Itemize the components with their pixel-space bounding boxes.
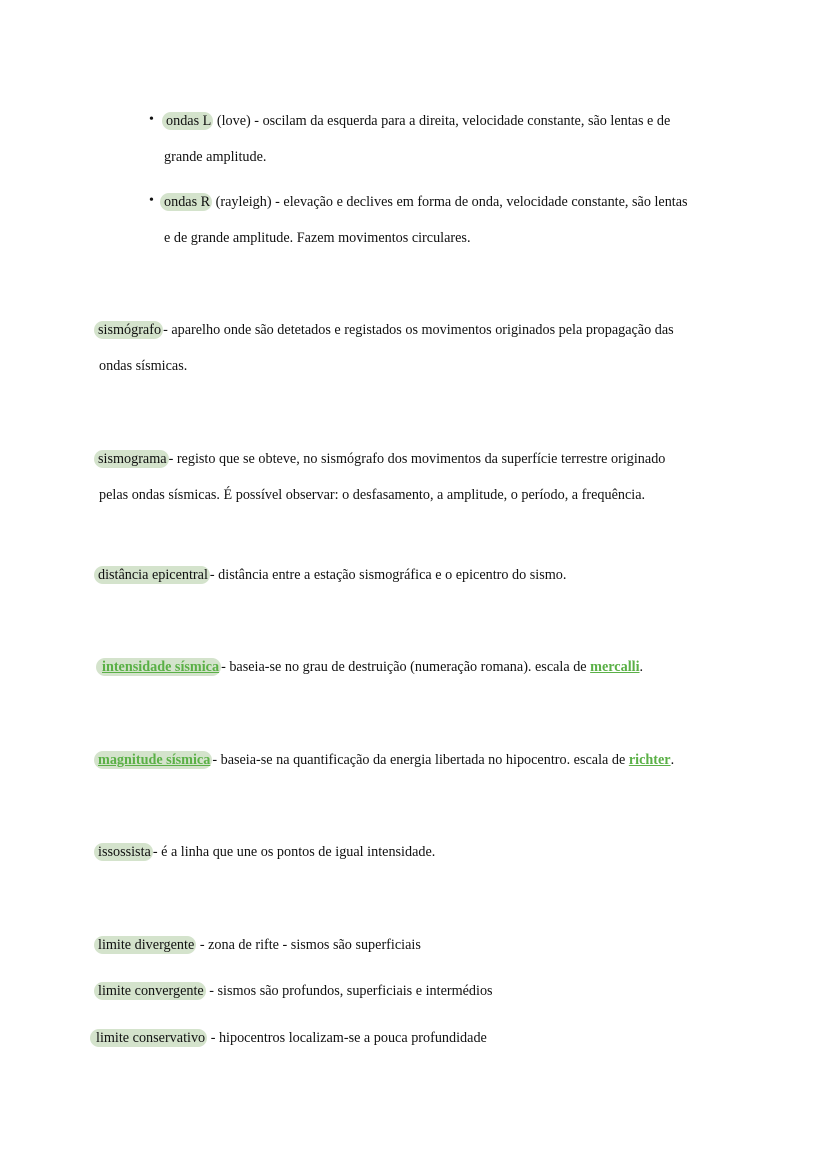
term-distancia-epicentral: distância epicentral	[94, 566, 210, 584]
limit-divergente-line	[94, 936, 421, 954]
term-sismograma: sismograma	[94, 450, 169, 468]
sismograma-cont: pelas ondas sísmicas. É possível observar: o desfasamento, a amplitude, o período, a frequência.	[99, 487, 646, 503]
term-intensidade-sismica[interactable]: intensidade sísmica	[96, 658, 221, 676]
distancia-desc: - distância entre a estação sismográfica e o epicentro do sismo.	[209, 567, 567, 583]
sismograma-desc: - registo que se obteve, no sismógrafo dos movimentos da superfície terrestre originado	[168, 451, 666, 467]
limite-convergente-desc: - sismos são profundos, superficiais e intermédios	[205, 983, 493, 999]
intensidade-end: .	[639, 659, 644, 675]
sismograma-line	[94, 450, 665, 468]
bullet-dot: •	[149, 112, 154, 127]
magnitude-line	[94, 751, 674, 769]
term-limite-convergente: limite convergente	[94, 982, 206, 1000]
sismografo-desc: - aparelho onde são detetados e registados os movimentos originados pela propagação das	[163, 322, 674, 338]
term-limite-divergente: limite divergente	[94, 936, 196, 954]
term-sismografo: sismógrafo	[94, 321, 163, 339]
wave-r-desc: (rayleigh) - elevação e declives em forma de onda, velocidade constante, são lentas	[212, 194, 688, 210]
limite-conservativo-desc: - hipocentros localizam-se a pouca profundidade	[207, 1030, 487, 1046]
wave-r-cont: e de grande amplitude. Fazem movimentos circulares.	[164, 230, 471, 246]
mercalli-link[interactable]: mercalli	[590, 659, 640, 675]
sismografo-line	[94, 321, 674, 339]
wave-r-line	[160, 193, 688, 211]
magnitude-end: .	[670, 752, 675, 768]
distancia-line	[94, 566, 566, 584]
sismografo-cont: ondas sísmicas.	[99, 358, 188, 374]
limit-convergente-line	[94, 982, 493, 1000]
bullet-dot: •	[149, 193, 154, 208]
intensidade-desc: - baseia-se no grau de destruição (numeração romana). escala de	[221, 659, 591, 675]
term-limite-conservativo: limite conservativo	[90, 1029, 207, 1047]
term-isossista: issossista	[94, 843, 153, 861]
richter-link[interactable]: richter	[628, 752, 671, 768]
wave-l-line	[162, 112, 670, 130]
term-ondas-l: ondas L	[162, 112, 213, 130]
term-ondas-r: ondas R	[160, 193, 212, 211]
isossista-desc: - é a linha que une os pontos de igual intensidade.	[152, 844, 436, 860]
limit-conservativo-line	[90, 1029, 487, 1047]
magnitude-desc: - baseia-se na quantificação da energia libertada no hipocentro. escala de	[212, 752, 629, 768]
intensidade-line	[96, 658, 643, 676]
limite-divergente-desc: - zona de rifte - sismos são superficiais	[196, 937, 421, 953]
isossista-line	[94, 843, 435, 861]
wave-l-cont: grande amplitude.	[164, 149, 267, 165]
wave-l-desc: (love) - oscilam da esquerda para a direita, velocidade constante, são lentas e de	[213, 113, 671, 129]
term-magnitude-sismica[interactable]: magnitude sísmica	[94, 751, 212, 769]
